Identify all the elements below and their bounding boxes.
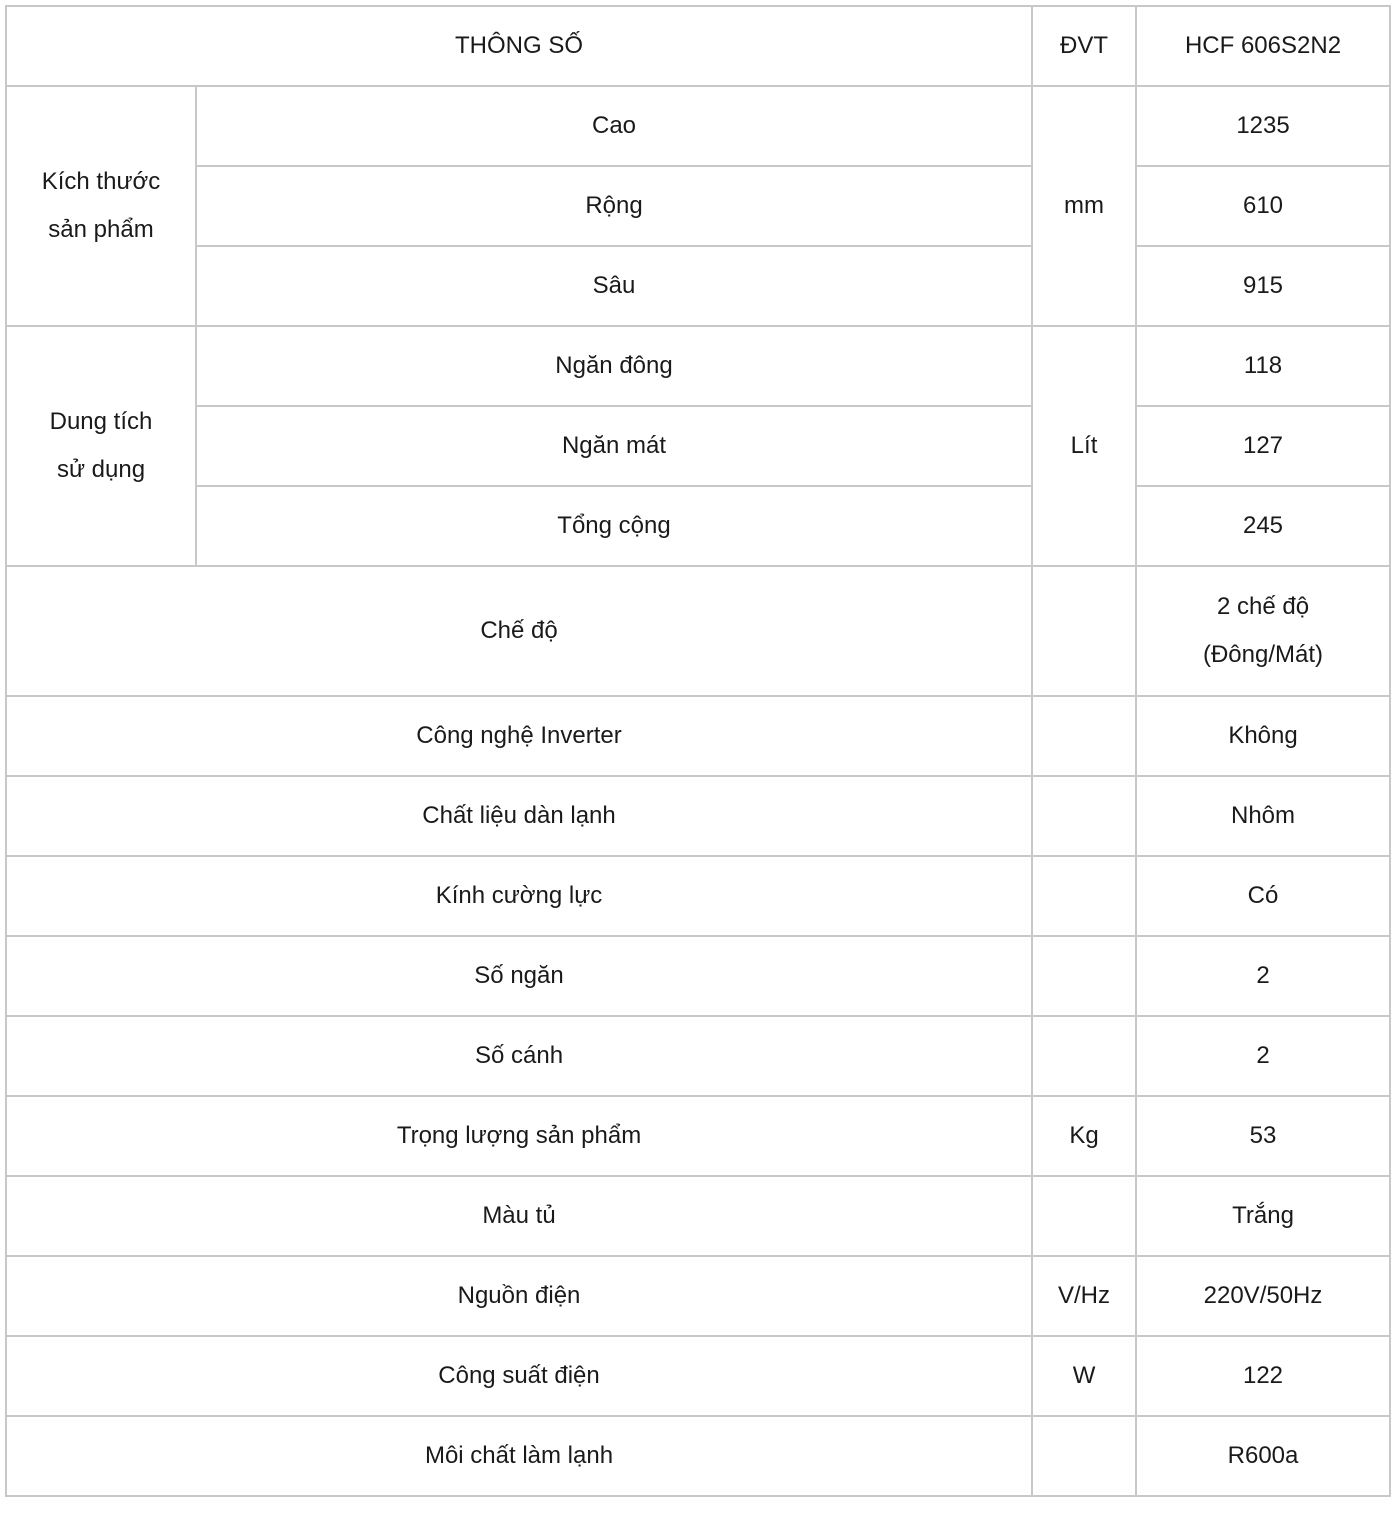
table-row: [6, 936, 1390, 1016]
row-unit: [1032, 1176, 1136, 1256]
capacity-group-label: [6, 326, 196, 566]
dimensions-unit: mm: [1032, 86, 1136, 326]
row-value: 1235: [1136, 86, 1390, 166]
row-value: 127: [1136, 406, 1390, 486]
header-unit: ĐVT: [1032, 6, 1136, 86]
row-label: Tổng cộng: [196, 486, 1032, 566]
row-value: 915: [1136, 246, 1390, 326]
row-label: Công suất điện: [6, 1336, 1032, 1416]
row-value: 610: [1136, 166, 1390, 246]
table-row: [6, 486, 1390, 566]
row-label: Sâu: [196, 246, 1032, 326]
row-value: R600a: [1136, 1416, 1390, 1496]
table-row: [6, 1176, 1390, 1256]
row-value: 245: [1136, 486, 1390, 566]
dimensions-group-line1: Kích thước: [41, 168, 161, 195]
row-unit: Kg: [1032, 1096, 1136, 1176]
row-value: [1136, 566, 1390, 696]
row-label: Số ngăn: [6, 936, 1032, 1016]
capacity-group-line2: sử dụng: [56, 456, 146, 483]
header-model: HCF 606S2N2: [1136, 6, 1390, 86]
header-row: [6, 6, 1390, 86]
row-value: Nhôm: [1136, 776, 1390, 856]
row-label: Màu tủ: [6, 1176, 1032, 1256]
table-row: [6, 566, 1390, 696]
row-unit: [1032, 566, 1136, 696]
table-row: [6, 1256, 1390, 1336]
row-label: Ngăn mát: [196, 406, 1032, 486]
row-value: Không: [1136, 696, 1390, 776]
row-unit: [1032, 1416, 1136, 1496]
table-row: [6, 1336, 1390, 1416]
table-row: [6, 326, 1390, 406]
capacity-group-line1: Dung tích: [49, 408, 153, 435]
row-label: Rộng: [196, 166, 1032, 246]
spec-table: [5, 5, 1391, 1497]
table-row: [6, 1416, 1390, 1496]
table-row: [6, 856, 1390, 936]
row-value: 2: [1136, 1016, 1390, 1096]
row-unit: [1032, 696, 1136, 776]
row-value: 122: [1136, 1336, 1390, 1416]
row-label: Công nghệ Inverter: [6, 696, 1032, 776]
dimensions-group-line2: sản phẩm: [48, 216, 154, 243]
mode-value-line1: 2 chế độ: [1216, 593, 1310, 620]
row-unit: V/Hz: [1032, 1256, 1136, 1336]
capacity-unit: Lít: [1032, 326, 1136, 566]
row-label: Chất liệu dàn lạnh: [6, 776, 1032, 856]
row-label: Nguồn điện: [6, 1256, 1032, 1336]
mode-value-line2: (Đông/Mát): [1202, 641, 1324, 668]
table-row: [6, 246, 1390, 326]
row-value: 220V/50Hz: [1136, 1256, 1390, 1336]
row-label: Môi chất làm lạnh: [6, 1416, 1032, 1496]
row-label: Ngăn đông: [196, 326, 1032, 406]
row-label: Trọng lượng sản phẩm: [6, 1096, 1032, 1176]
row-value: 118: [1136, 326, 1390, 406]
row-unit: [1032, 936, 1136, 1016]
row-label: Kính cường lực: [6, 856, 1032, 936]
table-row: [6, 406, 1390, 486]
row-value: Có: [1136, 856, 1390, 936]
row-value: 2: [1136, 936, 1390, 1016]
row-label: Cao: [196, 86, 1032, 166]
table-row: [6, 86, 1390, 166]
table-row: [6, 1016, 1390, 1096]
table-row: [6, 776, 1390, 856]
table-row: [6, 696, 1390, 776]
table-row: [6, 1096, 1390, 1176]
row-unit: [1032, 776, 1136, 856]
dimensions-group-label: [6, 86, 196, 326]
row-value: Trắng: [1136, 1176, 1390, 1256]
table-row: [6, 166, 1390, 246]
row-value: 53: [1136, 1096, 1390, 1176]
row-label: Số cánh: [6, 1016, 1032, 1096]
header-param: THÔNG SỐ: [6, 6, 1032, 86]
row-unit: [1032, 1016, 1136, 1096]
row-label: Chế độ: [6, 566, 1032, 696]
row-unit: W: [1032, 1336, 1136, 1416]
row-unit: [1032, 856, 1136, 936]
